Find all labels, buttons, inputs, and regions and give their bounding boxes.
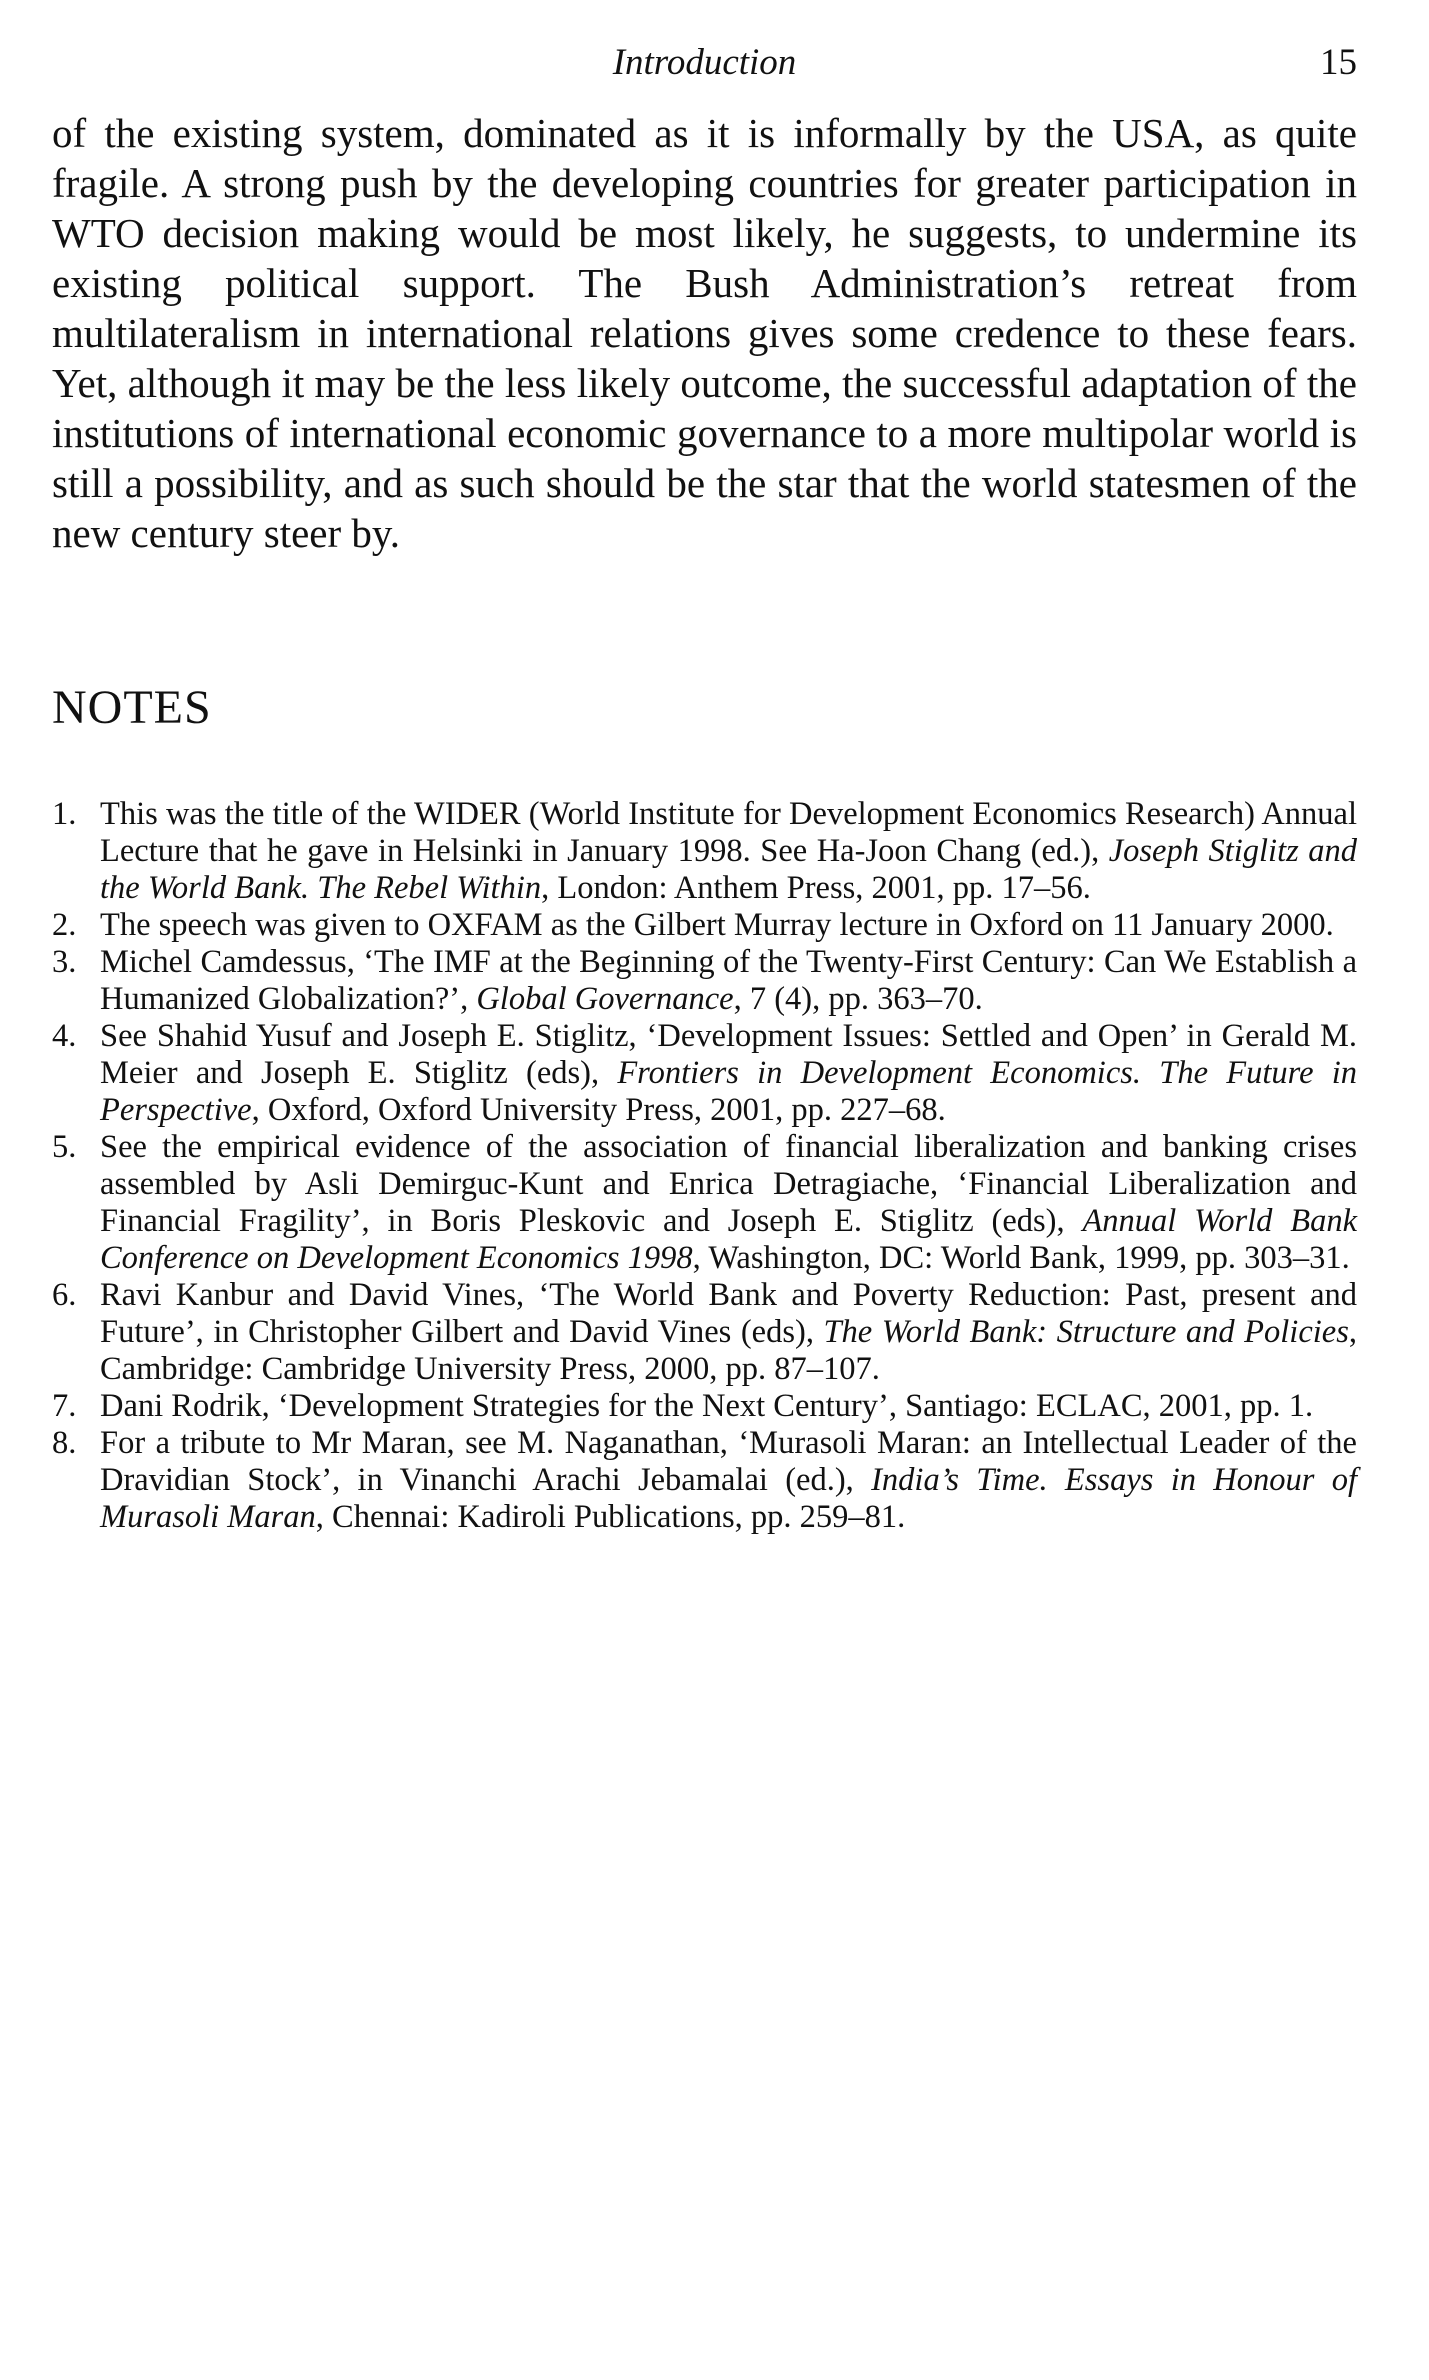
note-number: 2. [52,907,77,943]
note-text-part: See Shahid Yusuf and Joseph E. Stiglitz, ‘Development Issues: Settled and Open’ in Gerald M. Meier and Joseph E. Stiglitz (eds), [100,1018,1357,1091]
note-text-part: , Washington, DC: World Bank, 1999, pp. 303–31. [692,1240,1350,1276]
note-text [100,944,1357,1018]
note-text-part: , London: Anthem Press, 2001, pp. 17–56. [541,870,1091,906]
note-title-italic: India’s Time. Essays in Honour of Murasoli Maran [100,1462,1357,1535]
note-text [100,1129,1357,1277]
note-title-italic: Joseph Stiglitz and the World Bank. The Rebel Within [100,833,1357,906]
note-text-part: Michel Camdessus, ‘The IMF at the Beginning of the Twenty-First Century: Can We Establish a Humanized Globalization?’, [100,944,1357,1017]
note-6 [52,1277,1357,1388]
note-text-part: , Chennai: Kadiroli Publications, pp. 259–81. [315,1499,906,1535]
page-number: 15 [1320,42,1357,83]
note-7 [52,1388,1357,1425]
notes-list [52,796,1357,1536]
note-text [100,1018,1357,1129]
note-text-part: , Oxford, Oxford University Press, 2001, pp. 227–68. [251,1092,946,1128]
notes-heading: NOTES [52,681,212,734]
note-number: 8. [52,1425,77,1461]
note-title-italic: Annual World Bank Conference on Development Economics 1998 [100,1203,1357,1276]
body-paragraph: of the existing system, dominated as it is informally by the USA, as quite fragile. A strong push by the developing countries for greater participation in WTO decision making would be most likely, he suggests, to undermine its existing political support. The Bush Administration’s retreat from multilateralism in international relations gives some credence to these fears. Yet, although it may be the less likely outcome, the successful adaptation of the institutions of international economic governance to a more multipolar world is still a possibility, and as such should be the star that the world statesmen of the new century steer by. [52,110,1357,556]
book-page [52,36,1357,1536]
note-number: 4. [52,1018,77,1054]
note-number: 1. [52,796,77,832]
note-title-italic: Frontiers in Development Economics. The Future in Perspective [100,1055,1357,1128]
note-text-part: See the empirical evidence of the association of financial liberalization and banking crises assembled by Asli Demirguc-Kunt and Enrica Detragiache, ‘Financial Liberalization and Financial Fragility’, in Boris Pleskovic and Joseph E. Stiglitz (eds), [100,1129,1357,1239]
note-number: 3. [52,944,77,980]
note-text-part: , 7 (4), pp. 363–70. [733,981,983,1017]
note-5 [52,1129,1357,1277]
note-3 [52,944,1357,1018]
note-text [100,907,1357,944]
note-text-part: , Cambridge: Cambridge University Press, 2000, pp. 87–107. [100,1314,1357,1387]
note-1 [52,796,1357,907]
note-4 [52,1018,1357,1129]
note-text-part: Dani Rodrik, ‘Development Strategies for the Next Century’, Santiago: ECLAC, 2001, pp. 1. [100,1388,1314,1424]
note-title-italic: Global Governance [476,981,734,1017]
note-text-part: This was the title of the WIDER (World Institute for Development Economics Research) Annual Lecture that he gave in Helsinki in January 1998. See Ha-Joon Chang (ed.), [100,796,1357,869]
note-text-part: For a tribute to Mr Maran, see M. Naganathan, ‘Murasoli Maran: an Intellectual Leader of the Dravidian Stock’, in Vinanchi Arachi Jebamalai (ed.), [100,1425,1357,1498]
note-text [100,796,1357,907]
running-head-title: Introduction [612,42,797,83]
note-number: 5. [52,1129,77,1165]
note-text [100,1388,1357,1425]
note-2 [52,907,1357,944]
note-text [100,1277,1357,1388]
note-text-part: The speech was given to OXFAM as the Gilbert Murray lecture in Oxford on 11 January 2000. [100,907,1334,943]
note-8 [52,1425,1357,1536]
note-text [100,1425,1357,1536]
note-number: 7. [52,1388,77,1424]
note-title-italic: The World Bank: Structure and Policies [823,1314,1349,1350]
note-number: 6. [52,1277,77,1313]
note-text-part: Ravi Kanbur and David Vines, ‘The World Bank and Poverty Reduction: Past, present and Future’, in Christopher Gilbert and David Vines (eds), [100,1277,1357,1350]
running-head [52,36,1357,90]
